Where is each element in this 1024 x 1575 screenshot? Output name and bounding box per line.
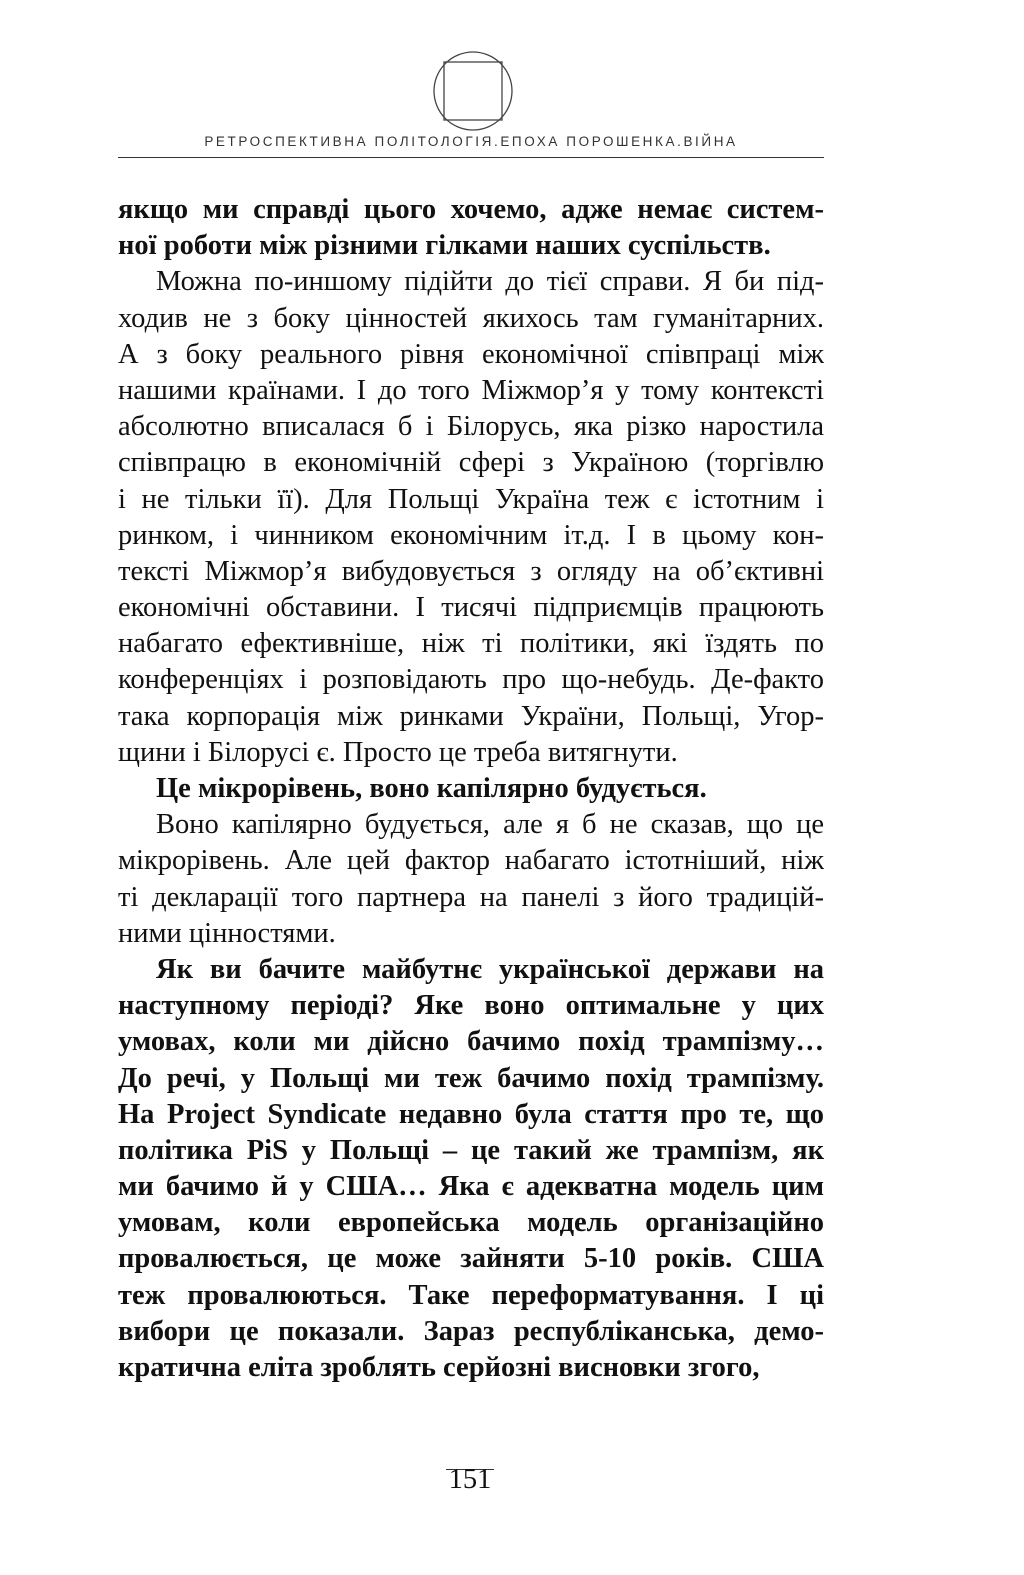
text-line: ходив не з боку цінностей якихось там гуманітарних. [118, 302, 824, 334]
text-line: Це мікрорівень, воно капілярно будується. [156, 773, 707, 804]
text-line: До речі, у Польщі ми теж бачимо похід трампізму. [118, 1062, 824, 1094]
text-line: Воно капілярно будується, але я б не сказав, що це [156, 809, 824, 841]
paragraph [118, 771, 824, 807]
text-line: наступному періоді? Яке воно оптимальне у цих [118, 990, 824, 1022]
text-line: щини і Білорусі є. Просто це треба витягнути. [118, 736, 678, 768]
paragraph [118, 952, 824, 1386]
text-line: умовах, коли ми дійсно бачимо похід трампізму… [118, 1026, 824, 1058]
text-line: конференціях і розповідають про що-небудь. Де-факто [118, 664, 824, 696]
text-line: співпрацю в економічній сфері з Україною (торгівлю [118, 447, 824, 479]
text-line: така корпорація між ринками України, Польщі, Угор- [118, 700, 824, 732]
text-line: А з боку реального рівня економічної співпраці між [118, 338, 824, 370]
text-line: і не тільки її). Для Польщі Україна теж є істотним і [118, 483, 824, 515]
text-line: ної роботи між різними гілками наших суспільств. [118, 230, 771, 262]
text-line: вибори це показали. Зараз республіканська, демо- [118, 1315, 824, 1347]
body-text [118, 192, 824, 1386]
running-head: РЕТРОСПЕКТИВНА ПОЛІТОЛОГІЯ.ЕПОХА ПОРОШЕНКА.ВІЙНА [204, 134, 738, 149]
text-line: якщо ми справді цього хочемо, адже немає систем- [118, 194, 824, 225]
paragraph [118, 264, 824, 771]
header-rule [118, 157, 824, 158]
text-line: На Project Syndicate недавно була стаття про те, що [118, 1098, 824, 1130]
paragraph [118, 807, 824, 952]
text-line: абсолютно вписалася б і Білорусь, яка різко наростила [118, 411, 824, 443]
text-line: кратична еліта зроблять серйозні висновки згого, [118, 1352, 760, 1383]
text-line: ми бачимо й у США… Яка є адекватна модель цим [118, 1171, 824, 1203]
text-line: нашими країнами. І до того Міжмор’я у тому контексті [118, 374, 824, 406]
text-line: економічні обставини. І тисячі підприємців працюють [118, 592, 824, 624]
text-line: тексті Міжмор’я вибудовується з огляду на об’єктивні [118, 555, 824, 587]
text-line: теж провалюються. Таке переформатування. І ці [118, 1279, 824, 1311]
text-line: Можна по-иншому підійти до тієї справи. Я би під- [156, 266, 824, 298]
text-line: Як ви бачите майбутнє української держави на [156, 953, 824, 985]
text-line: набагато ефективніше, ніж ті політики, які їздять по [118, 628, 824, 660]
circle-square-logo-icon [432, 50, 514, 132]
text-line: умовам, коли европейська модель організаційно [118, 1207, 824, 1239]
text-line: політика PiS у Польщі – це такий же трампізм, як [118, 1134, 824, 1166]
page-number: 151 [448, 1464, 492, 1495]
text-line: ті декларації того партнера на панелі з його традицій- [118, 881, 824, 913]
text-line: мікрорівень. Але цей фактор набагато істотніший, ніж [118, 845, 824, 877]
text-line: ринком, і чинником економічним іт.д. І в цьому кон- [118, 519, 824, 551]
text-line: ними цінностями. [118, 917, 336, 949]
text-line: провалюється, це може зайняти 5-10 років. США [118, 1243, 824, 1275]
paragraph [118, 192, 824, 264]
